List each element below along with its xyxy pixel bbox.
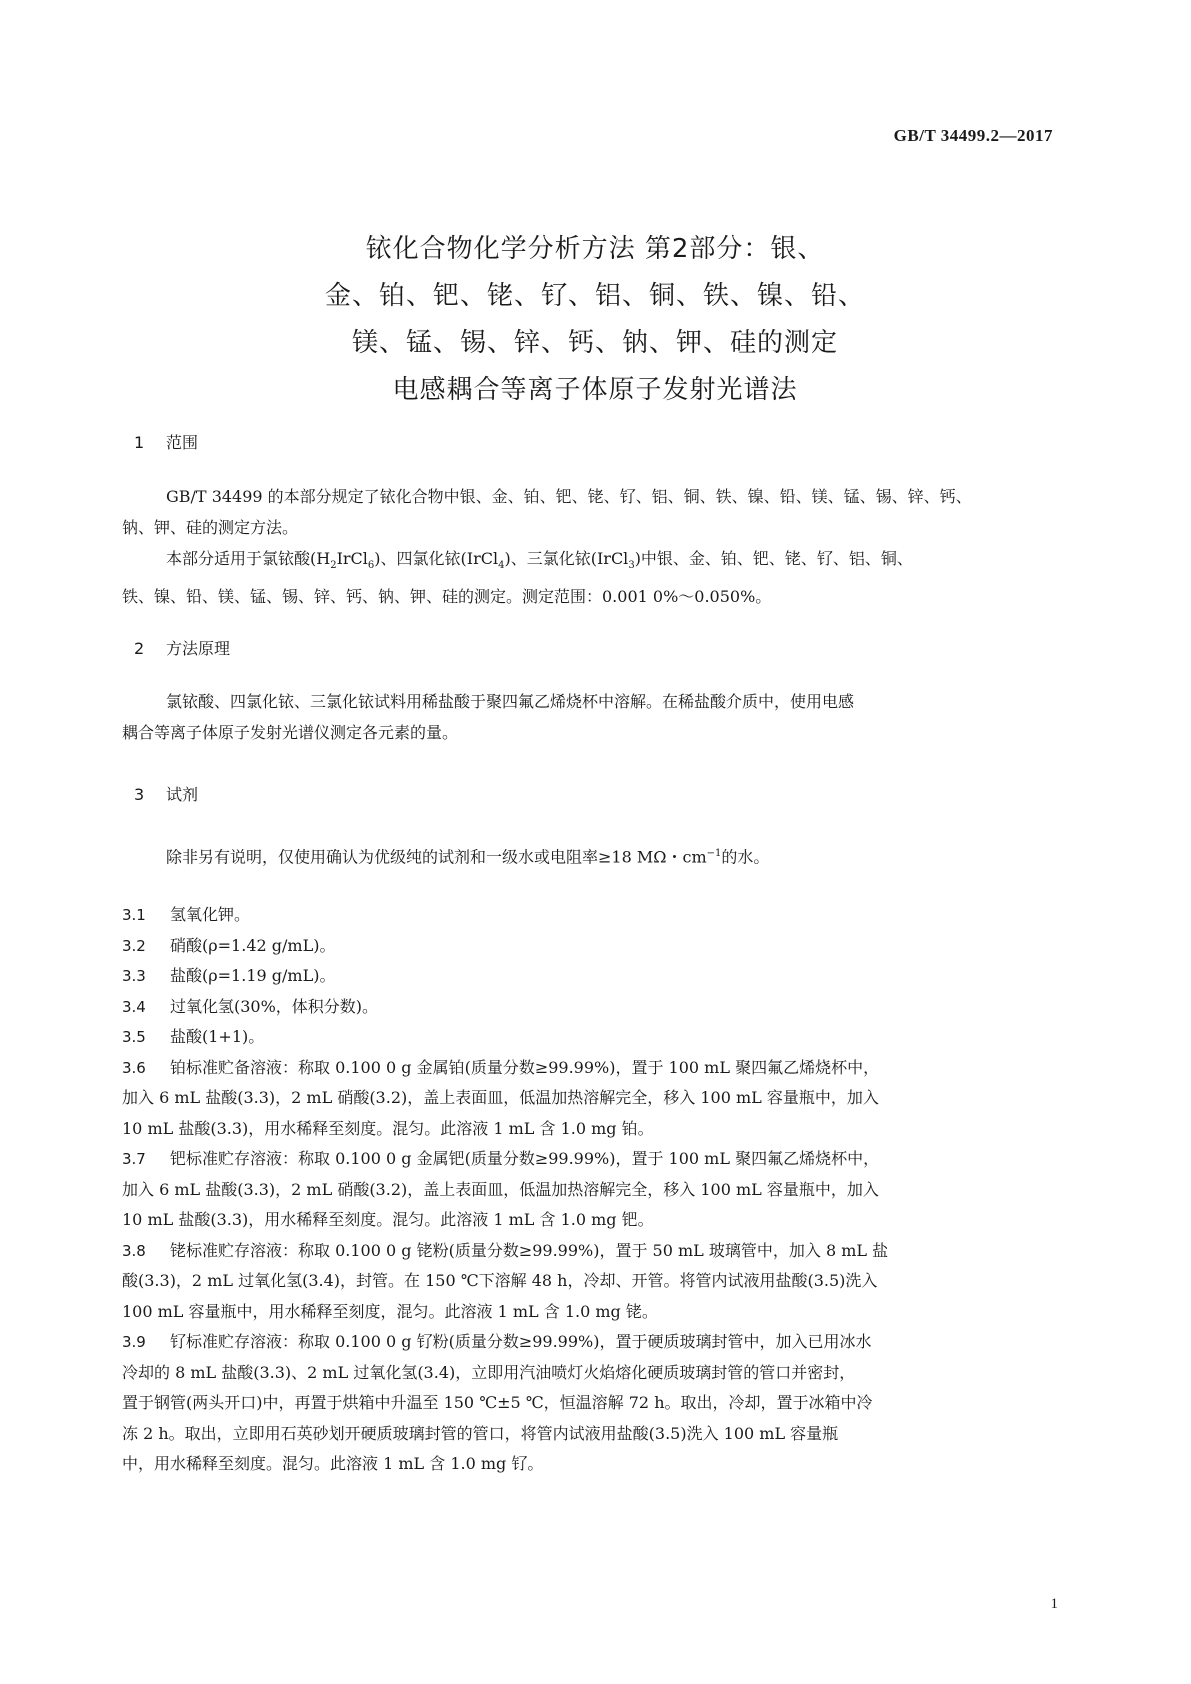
document-title [130, 226, 1060, 414]
section3-intro [122, 838, 1070, 872]
reagent-item [122, 1236, 1070, 1328]
clause-line: 盐酸(1+1)。 [170, 1027, 265, 1046]
section-title: 范围 [166, 433, 199, 452]
clause-text [170, 992, 1070, 1023]
clause-line: 100 mL 容量瓶中，用水稀释至刻度，混匀。此溶液 1 mL 含 1.0 mg 铑。 [122, 1301, 658, 1321]
page-number: 1 [1050, 1596, 1058, 1612]
standard-code: GB/T 34499.2—2017 [893, 126, 1053, 145]
clause-line: 加入 6 mL 盐酸(3.3)，2 mL 硝酸(3.2)，盖上表面皿，低温加热溶解完全，移入 100 mL 容量瓶中，加入 [122, 1179, 879, 1199]
clause-line: 过氧化氢(30%，体积分数)。 [170, 996, 379, 1016]
clause-line: 硝酸(ρ=1.42 g/mL)。 [170, 935, 336, 955]
paragraph-line: 除非另有说明，仅使用确认为优级纯的试剂和一级水或电阻率≥18 MΩ・$cm^{-1}$的水。 [166, 847, 770, 867]
clause-number: 3.6 [122, 1058, 146, 1077]
clause-number: 3.8 [122, 1241, 146, 1260]
section-number: 2 [134, 639, 145, 658]
reagent-item [122, 1053, 1070, 1145]
paragraph-line: 氯铱酸、四氯化铱、三氯化铱试料用稀盐酸于聚四氟乙烯烧杯中溶解。在稀盐酸介质中，使用电感 [166, 692, 855, 711]
reagent-list [122, 900, 1070, 1480]
paragraph-line: GB/T 34499 的本部分规定了铱化合物中银、金、铂、钯、铑、钌、铝、铜、铁、镍、铅、镁、锰、锡、锌、钙、 [166, 487, 972, 506]
paragraph-line: 铁、镍、铅、镁、锰、锡、锌、钙、钠、钾、硅的测定。测定范围：0.001 0%～0.050%。 [122, 587, 772, 607]
paragraph-line: 耦合等离子体原子发射光谱仪测定各元素的量。 [122, 723, 459, 742]
reagent-item [122, 900, 1070, 931]
section-title: 试剂 [166, 785, 199, 804]
clause-line: 钯标准贮存溶液：称取 0.100 0 g 金属钯(质量分数≥99.99%)，置于 100 mL 聚四氟乙烯烧杯中， [170, 1149, 880, 1168]
section-number: 3 [134, 785, 145, 804]
clause-number: 3.9 [122, 1333, 146, 1351]
clause-number: 3.4 [122, 997, 146, 1016]
clause-text [170, 931, 1070, 962]
reagent-item [122, 1022, 1070, 1053]
section-number: 1 [134, 433, 145, 452]
clause-line: 置于钢管(两头开口)中，再置于烘箱中升温至 150 ℃±5 ℃，恒温溶解 72 h。取出，冷却，置于冰箱中冷 [122, 1393, 873, 1412]
section2-body [122, 686, 1070, 748]
reagent-item [122, 931, 1070, 962]
clause-line: 钌标准贮存溶液：称取 0.100 0 g 钌粉(质量分数≥99.99%)，置于硬质玻璃封管中，加入已用冰水 [170, 1332, 872, 1351]
clause-number: 3.2 [122, 936, 146, 955]
section-title: 方法原理 [166, 639, 231, 658]
clause-line: 冷却的 8 mL 盐酸(3.3)、2 mL 过氧化氢(3.4)，立即用汽油喷灯火焰熔化硬质玻璃封管的管口并密封， [122, 1362, 856, 1382]
section-heading-scope [134, 430, 198, 453]
paragraph-line: 钠、钾、硅的测定方法。 [122, 518, 299, 537]
clause-text [170, 1022, 1070, 1053]
section-heading-principle [134, 636, 230, 659]
section1-body [122, 481, 1070, 612]
section-heading-reagents [134, 782, 198, 805]
clause-number: 3.3 [122, 967, 146, 985]
clause-text [170, 900, 1070, 931]
reagent-item [122, 1144, 1070, 1236]
clause-number: 3.5 [122, 1028, 146, 1046]
clause-line: 中，用水稀释至刻度。混匀。此溶液 1 mL 含 1.0 mg 钌。 [122, 1454, 544, 1473]
title-line: 金、铂、钯、铑、钌、铝、铜、铁、镍、铅、 [324, 281, 865, 311]
title-line: 电感耦合等离子体原子发射光谱法 [392, 375, 798, 405]
clause-line: 冻 2 h。取出，立即用石英砂划开硬质玻璃封管的管口，将管内试液用盐酸(3.5)洗入 100 mL 容量瓶 [122, 1423, 839, 1443]
clause-line: 氢氧化钾。 [170, 905, 251, 924]
clause-text [170, 961, 1070, 992]
clause-line: 酸(3.3)，2 mL 过氧化氢(3.4)，封管。在 150 ℃下溶解 48 h，冷却、开管。将管内试液用盐酸(3.5)洗入 [122, 1271, 878, 1290]
reagent-item [122, 961, 1070, 992]
clause-line: 10 mL 盐酸(3.3)，用水稀释至刻度。混匀。此溶液 1 mL 含 1.0 mg 钯。 [122, 1210, 654, 1229]
paragraph-line: 本部分适用于氯铱酸$(H_2IrCl_6)$、四氯化铱(IrCl$_4$)、三氯化铱(IrCl$_3$)中银、金、铂、钯、铑、钌、铝、铜、 [166, 549, 913, 572]
clause-line: 盐酸(ρ=1.19 g/mL)。 [170, 966, 336, 985]
reagent-item [122, 1327, 1070, 1480]
clause-line: 10 mL 盐酸(3.3)，用水稀释至刻度。混匀。此溶液 1 mL 含 1.0 mg 铂。 [122, 1118, 654, 1138]
clause-number: 3.7 [122, 1150, 146, 1168]
title-line: 铱化合物化学分析方法 第2部分：银、 [365, 234, 825, 264]
reagent-item [122, 992, 1070, 1023]
title-line: 镁、锰、锡、锌、钙、钠、钾、硅的测定 [351, 328, 838, 358]
clause-line: 铑标准贮存溶液：称取 0.100 0 g 铑粉(质量分数≥99.99%)，置于 50 mL 玻璃管中，加入 8 mL 盐 [170, 1240, 889, 1260]
clause-line: 铂标准贮备溶液：称取 0.100 0 g 金属铂(质量分数≥99.99%)，置于 100 mL 聚四氟乙烯烧杯中， [170, 1057, 880, 1077]
clause-line: 加入 6 mL 盐酸(3.3)，2 mL 硝酸(3.2)，盖上表面皿，低温加热溶解完全，移入 100 mL 容量瓶中，加入 [122, 1088, 879, 1107]
clause-number: 3.1 [122, 906, 146, 924]
